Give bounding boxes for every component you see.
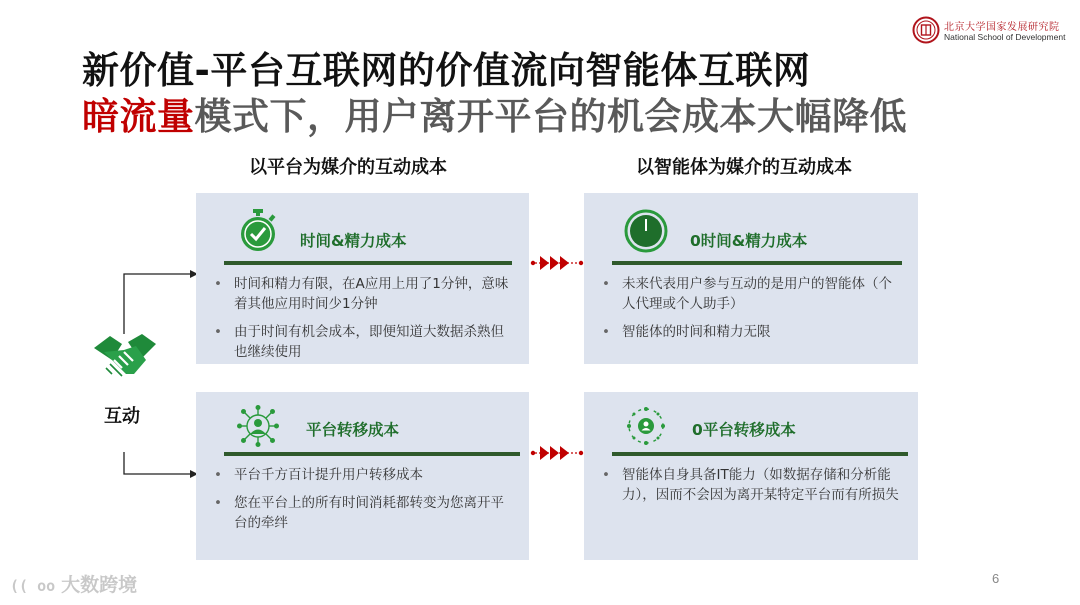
user-network-icon — [236, 404, 280, 448]
subtitle-highlight: 暗流量 — [82, 95, 195, 138]
panel-divider — [612, 261, 902, 265]
panel-title: 0时间&精力成本 — [690, 232, 808, 250]
subtitle-rest: 模式下，用户离开平台的机会成本大幅降低 — [194, 95, 907, 138]
left-column-heading: 以平台为媒介的互动成本 — [249, 157, 447, 178]
panel-title: 平台转移成本 — [306, 421, 400, 439]
handshake-icon — [92, 330, 158, 382]
right-column-heading: 以智能体为媒介的互动成本 — [636, 157, 852, 178]
bullet-list — [594, 465, 904, 513]
logo-chinese-name: 北京大学国家发展研究院 — [944, 22, 1060, 33]
bullet-list — [206, 465, 516, 541]
clock-icon — [624, 209, 668, 253]
panel-platform-switching-cost — [196, 392, 529, 560]
list-item: • 未来代表用户参与互动的是用户的智能体（个人代理或个人助手） — [594, 274, 904, 314]
watermark — [10, 570, 137, 597]
list-item: • 智能体自身具备IT能力（如数据存储和分析能力），因而不会因为离开某特定平台而有所损失 — [594, 465, 904, 505]
list-item: • 您在平台上的所有时间消耗都转变为您离开平台的牵绊 — [206, 493, 516, 533]
panel-zero-platform-switching-cost — [584, 392, 918, 560]
watermark-text: 大数跨境 — [61, 574, 138, 596]
flow-arrow-icon — [529, 444, 585, 462]
panel-title: 0平台转移成本 — [692, 421, 796, 439]
flow-arrow-icon — [529, 254, 585, 272]
logo-english-name: National School of Development — [944, 32, 1066, 42]
page-subtitle — [82, 86, 907, 140]
panel-title: 时间&精力成本 — [300, 232, 407, 250]
stopwatch-icon — [238, 209, 278, 253]
seal-icon — [912, 16, 940, 44]
panel-divider — [612, 452, 908, 456]
panel-zero-time-energy-cost — [584, 193, 918, 364]
bullet-list — [594, 274, 904, 350]
list-item: • 由于时间有机会成本，即便知道大数据杀熟但也继续使用 — [206, 322, 516, 362]
list-item: • 智能体的时间和精力无限 — [594, 322, 904, 342]
watermark-logo-icon: (( oo — [10, 577, 56, 595]
panel-divider — [224, 452, 520, 456]
bullet-list — [206, 274, 516, 370]
list-item: • 平台千方百计提升用户转移成本 — [206, 465, 516, 485]
user-orbit-icon — [624, 404, 668, 448]
interaction-label: 互动 — [104, 406, 140, 427]
page-title: 新价值-平台互联网的价值流向智能体互联网 — [82, 49, 811, 92]
page-number: 6 — [992, 571, 1000, 586]
panel-divider — [224, 261, 512, 265]
list-item: • 时间和精力有限，在A应用上用了1分钟，意味着其他应用时间少1分钟 — [206, 274, 516, 314]
institution-logo — [912, 14, 1072, 48]
panel-time-energy-cost — [196, 193, 529, 364]
